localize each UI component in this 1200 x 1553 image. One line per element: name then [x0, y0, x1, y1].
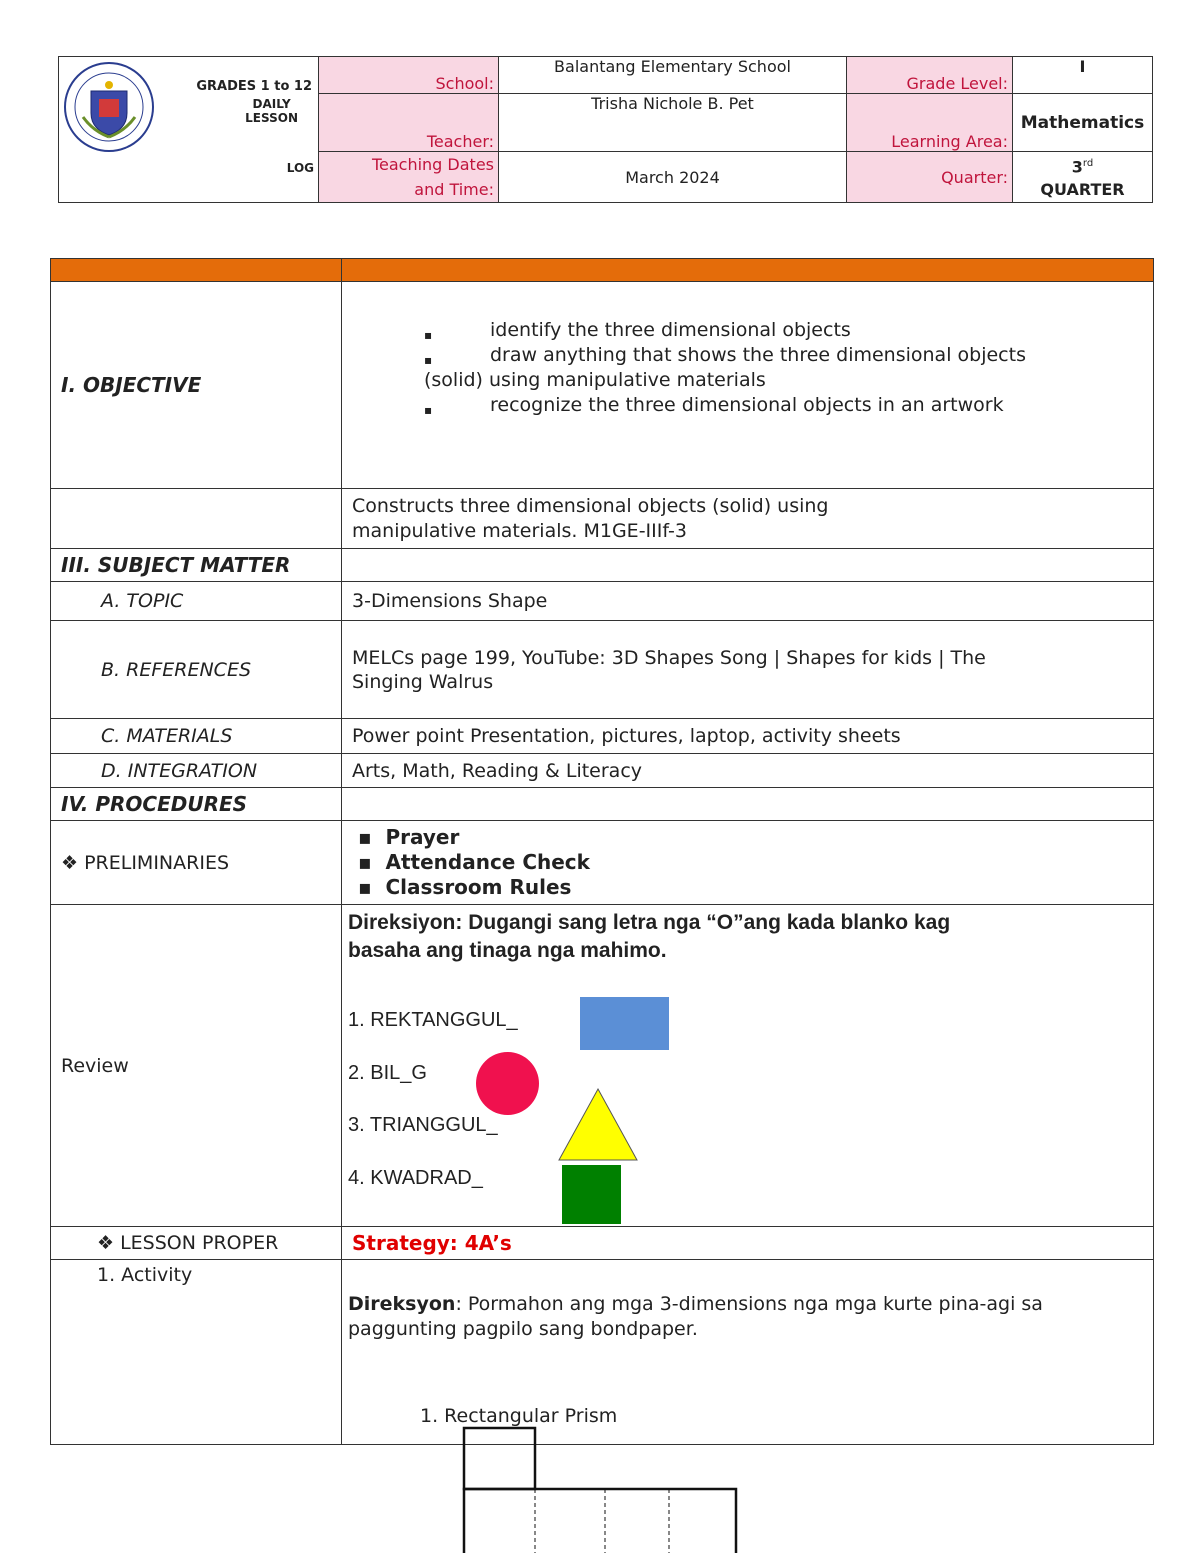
activity-row	[51, 1260, 1154, 1445]
school-value: Balantang Elementary School	[499, 57, 847, 94]
quarter-suffix: rd	[1082, 158, 1094, 170]
references-row	[51, 621, 1154, 719]
blue-rectangle-shape	[580, 997, 669, 1050]
log-title: LOG	[286, 161, 314, 175]
review-content	[342, 905, 1154, 1227]
review-label: Review	[51, 905, 342, 1227]
review-direction	[348, 909, 1143, 965]
objective-row	[51, 282, 1154, 489]
quarter-label: Quarter:	[847, 152, 1013, 203]
objective-item: ▪ recognize the three dimensional objects in an artwork	[424, 393, 1143, 418]
school-label: School:	[319, 57, 499, 94]
subject-matter-label: III. SUBJECT MATTER	[51, 549, 342, 582]
preliminaries-item: ▪ Classroom Rules	[358, 875, 572, 899]
lesson-proper-row	[51, 1227, 1154, 1260]
review-row	[51, 905, 1154, 1227]
objective-item: ▪ identify the three dimensional objects	[424, 318, 1143, 343]
activity-direction-line-2: paggunting pagpilo sang bondpaper.	[348, 1318, 698, 1340]
references-line-1: MELCs page 199, YouTube: 3D Shapes Song | Shapes for kids | The	[352, 646, 986, 669]
review-item: 3. TRIANGGUL_	[348, 1114, 498, 1136]
preliminaries-item: ▪ Attendance Check	[358, 850, 590, 874]
quarter-word: QUARTER	[1040, 179, 1125, 199]
preliminaries-item: ▪ Prayer	[358, 825, 460, 849]
preliminaries-item-text: Attendance Check	[385, 850, 590, 874]
competency-label	[51, 489, 342, 549]
activity-direction-label: Direksyon	[348, 1293, 456, 1315]
materials-value: Power point Presentation, pictures, laptop, activity sheets	[342, 719, 1154, 754]
preliminaries-item-text: Classroom Rules	[385, 875, 572, 899]
yellow-triangle-shape	[557, 1087, 639, 1162]
integration-row	[51, 754, 1154, 788]
objective-item-continuation: (solid) using manipulative materials	[424, 369, 766, 391]
preliminaries-list	[342, 821, 1154, 905]
review-item: 1. REKTANGGUL_	[348, 1009, 518, 1031]
header-cell-left	[51, 259, 342, 282]
table-header-row	[51, 259, 1154, 282]
grades-title: GRADES 1 to 12	[196, 79, 312, 94]
quarter-number: 3	[1071, 157, 1083, 177]
competency-row	[51, 489, 1154, 549]
review-item: 2. BIL_G	[348, 1062, 427, 1084]
procedures-label: IV. PROCEDURES	[51, 788, 342, 821]
competency-line-1: Constructs three dimensional objects (solid) using	[352, 494, 829, 517]
review-direction-line-2: basaha ang tinaga nga mahimo.	[348, 939, 667, 962]
integration-label: D. INTEGRATION	[51, 754, 342, 788]
activity-item: 1. Rectangular Prism	[420, 1405, 618, 1427]
logo-cell	[59, 57, 159, 203]
references-line-2: Singing Walrus	[352, 670, 494, 693]
competency-line-2: manipulative materials. M1GE-IIIf-3	[352, 519, 687, 542]
references-label: B. REFERENCES	[51, 621, 342, 719]
review-direction-line-1: Direksiyon: Dugangi sang letra nga “O”ang kada blanko kag	[348, 911, 951, 934]
preliminaries-label: ❖ PRELIMINARIES	[51, 821, 342, 905]
review-item: 4. KWADRAD_	[348, 1167, 483, 1189]
procedures-value	[342, 788, 1154, 821]
objective-item: ▪ draw anything that shows the three dimensional objects	[424, 343, 1143, 368]
objective-list	[342, 282, 1154, 489]
procedures-row	[51, 788, 1154, 821]
activity-label: 1. Activity	[51, 1260, 342, 1445]
materials-row	[51, 719, 1154, 754]
header-table	[58, 56, 1153, 203]
preliminaries-row	[51, 821, 1154, 905]
teaching-dates-label-1: Teaching Dates	[371, 155, 494, 174]
red-circle-shape	[476, 1052, 539, 1115]
teaching-dates-label	[319, 152, 499, 203]
teaching-dates-label-2: and Time:	[414, 180, 494, 199]
strategy-text: Strategy: 4A’s	[342, 1227, 1154, 1260]
header-cell-right	[342, 259, 1154, 282]
green-square-shape	[562, 1165, 621, 1224]
lesson-table	[50, 258, 1154, 1445]
topic-value: 3-Dimensions Shape	[342, 582, 1154, 621]
grades-cell	[159, 57, 319, 203]
preliminaries-item-text: Prayer	[385, 825, 460, 849]
lesson-proper-label: ❖ LESSON PROPER	[51, 1227, 342, 1260]
quarter-value	[1013, 152, 1153, 203]
activity-content	[342, 1260, 1154, 1445]
deped-seal-icon	[63, 61, 155, 153]
materials-label: C. MATERIALS	[51, 719, 342, 754]
subject-matter-value	[342, 549, 1154, 582]
daily-lesson-title	[245, 97, 298, 125]
lesson-text: LESSON	[245, 111, 298, 125]
objective-label: I. OBJECTIVE	[51, 282, 342, 489]
topic-label: A. TOPIC	[51, 582, 342, 621]
competency-text	[342, 489, 1154, 549]
learning-area-value: Mathematics	[1013, 94, 1153, 152]
grade-level-value: I	[1013, 57, 1153, 94]
integration-value: Arts, Math, Reading & Literacy	[342, 754, 1154, 788]
subject-matter-row	[51, 549, 1154, 582]
teacher-value: Trisha Nichole B. Pet	[499, 94, 847, 152]
rectangular-prism-net-drawing	[460, 1425, 740, 1553]
topic-row	[51, 582, 1154, 621]
teaching-dates-value: March 2024	[499, 152, 847, 203]
learning-area-label: Learning Area:	[847, 94, 1013, 152]
daily-text: DAILY	[252, 97, 291, 111]
grade-level-label: Grade Level:	[847, 57, 1013, 94]
references-value	[342, 621, 1154, 719]
activity-direction-text: : Pormahon ang mga 3-dimensions nga mga kurte pina-agi sa	[455, 1293, 1043, 1315]
teacher-label: Teacher:	[319, 94, 499, 152]
